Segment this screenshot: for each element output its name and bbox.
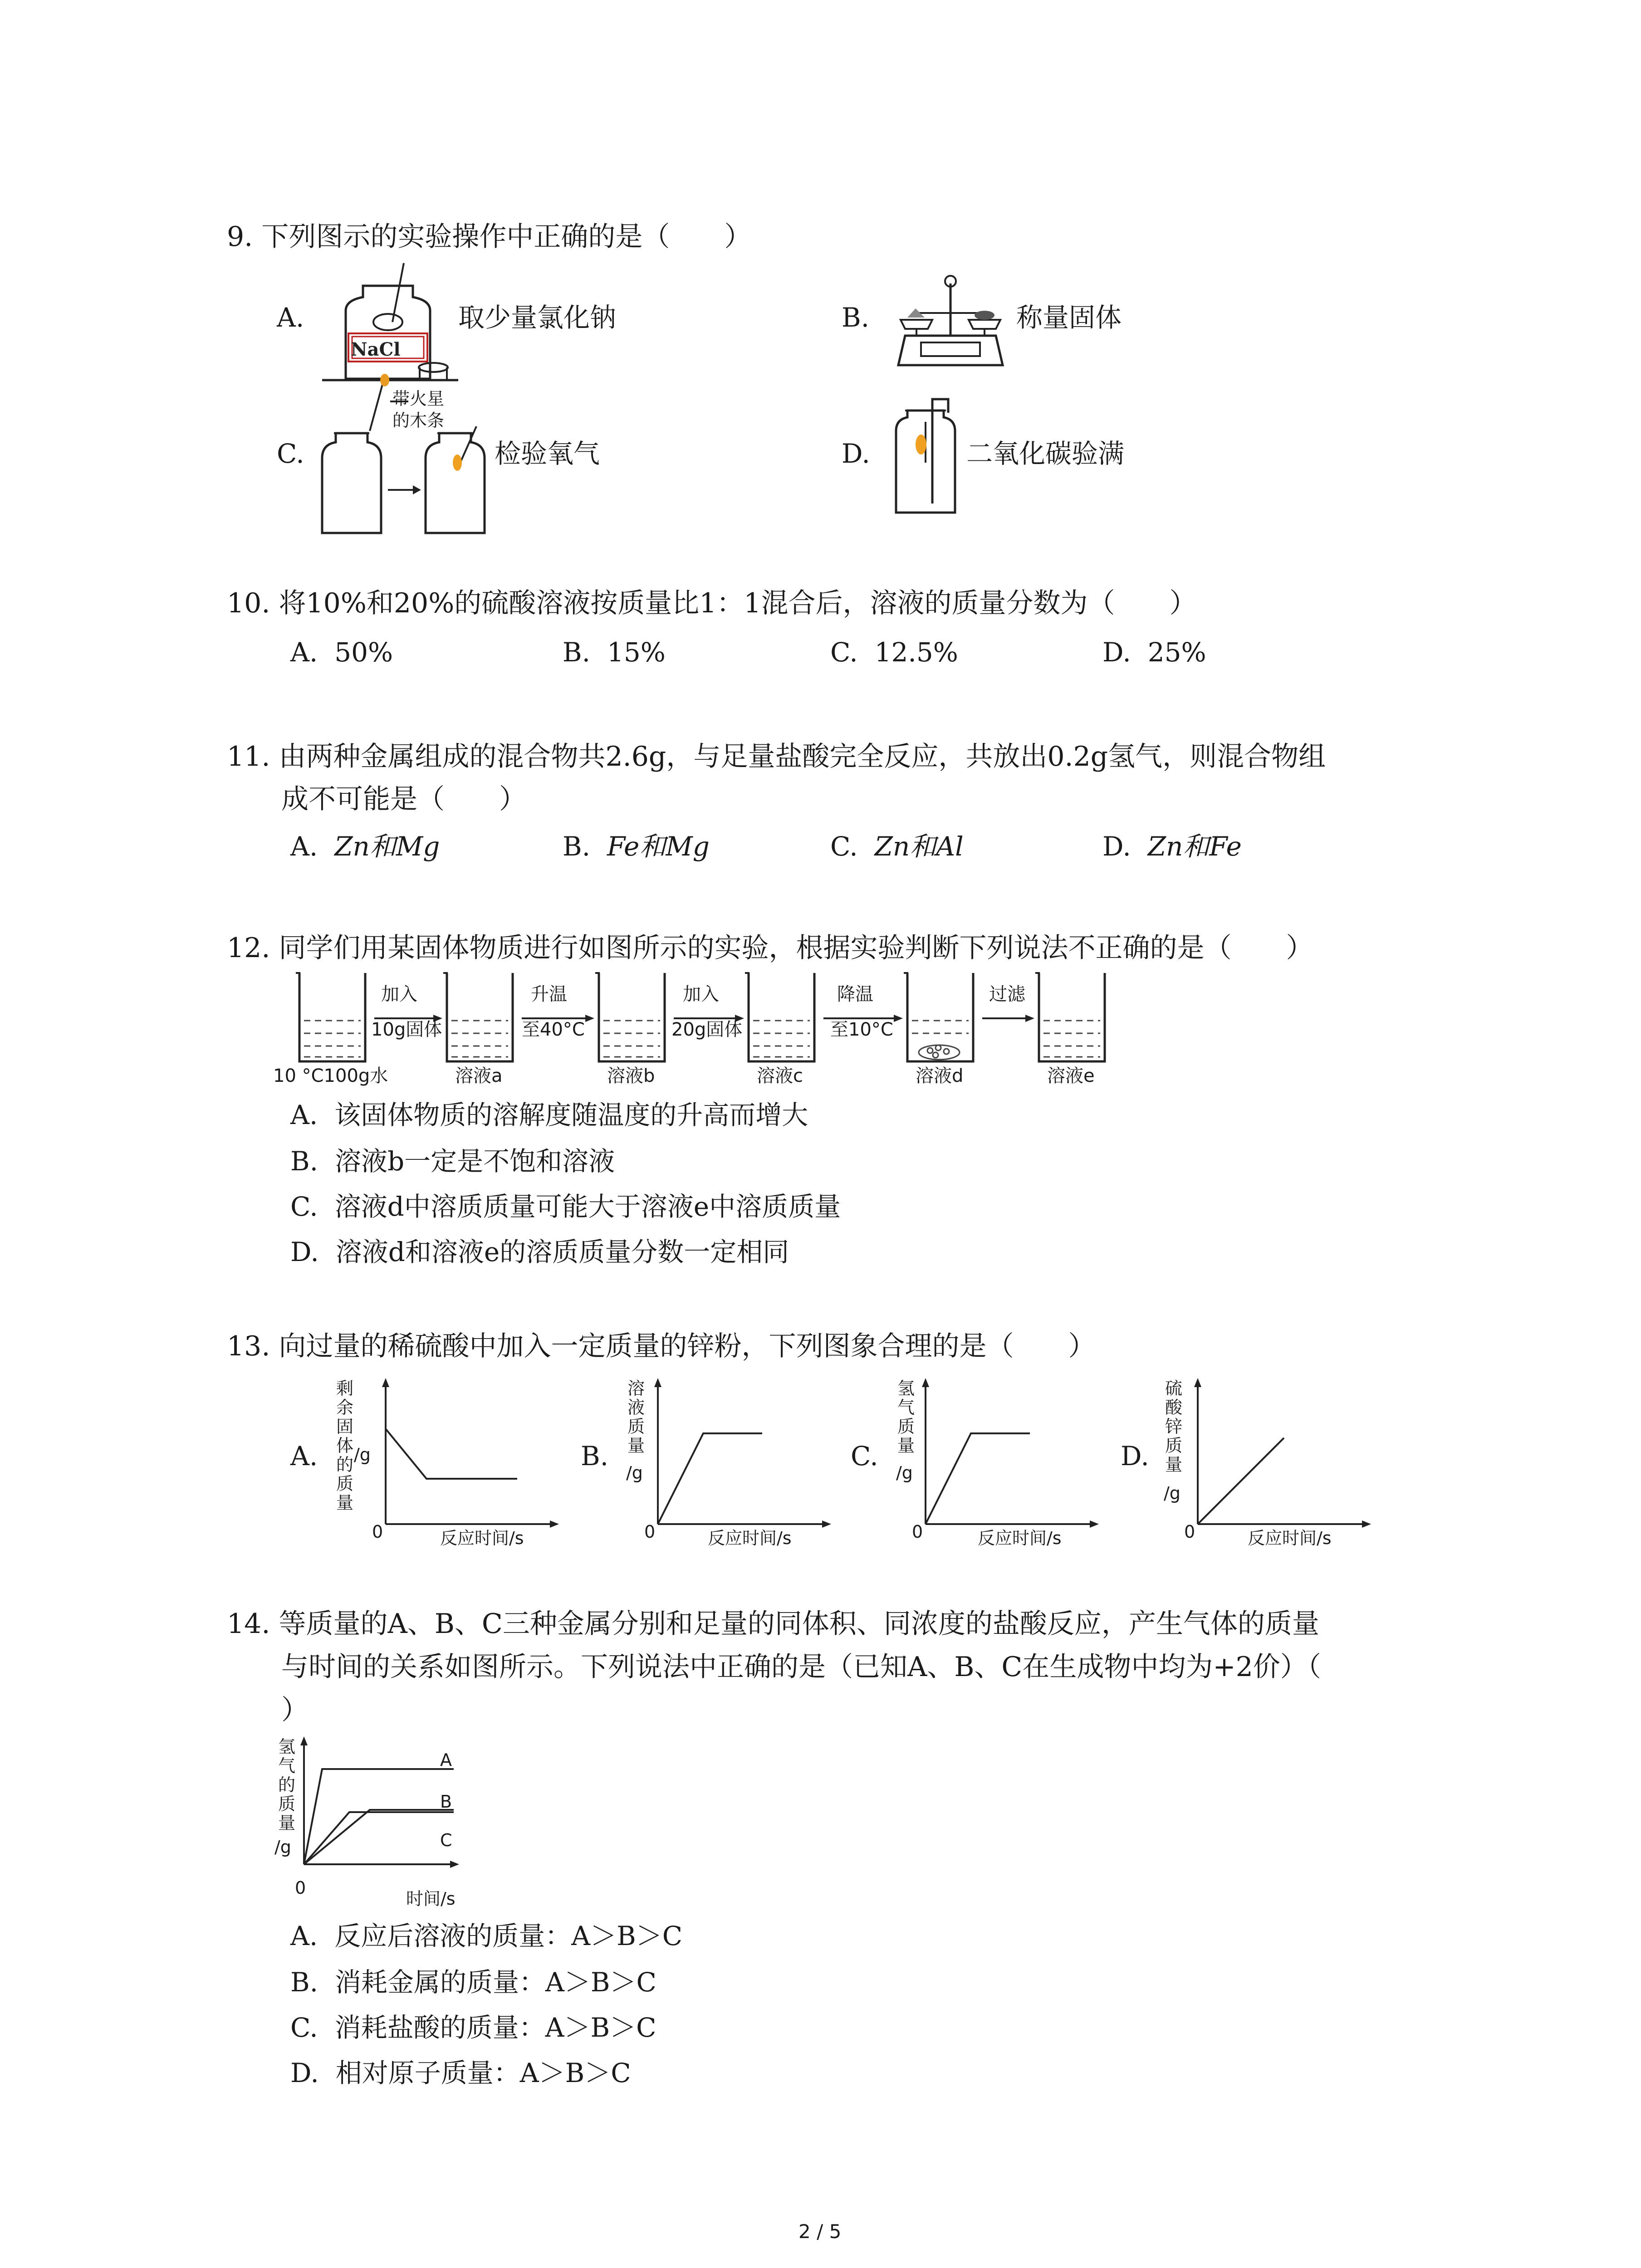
series-b-line: [304, 1810, 454, 1864]
q12-c-letter: C.: [290, 1191, 318, 1222]
q13-graph-b: [653, 1374, 835, 1538]
q11-b-letter: B.: [563, 831, 591, 862]
q14-option-a: [290, 1918, 682, 1954]
series-a-line: [304, 1769, 454, 1864]
q12-b-letter: B.: [290, 1146, 318, 1177]
q13-graph-d-ylabel: 硫酸锌质量: [1165, 1378, 1182, 1475]
q13-graph-b-xlabel: 反应时间/s: [708, 1528, 792, 1548]
q14-stem-line2: 与时间的关系如图所示。下列说法中正确的是（已知A、B、C在生成物中均为+2价）（: [281, 1651, 1321, 1683]
beaker-e-label: 溶液e: [1047, 1066, 1095, 1086]
q14-option-c: [290, 2009, 656, 2046]
splint-label-2: 的木条: [392, 411, 445, 430]
q9-option-c-figure: [318, 376, 499, 540]
q9-option-d-figure: [889, 395, 971, 522]
q9-option-b-letter: B.: [842, 302, 870, 333]
q9-option-b-balance: [889, 268, 1012, 376]
q11-a-letter: A.: [290, 831, 318, 862]
q14-b-letter: B.: [290, 1967, 318, 1998]
q9-option-d-text: 二氧化碳验满: [966, 438, 1125, 469]
q13-graph-a-ylabel: 剩余固体的质量: [336, 1378, 353, 1513]
q14-a-letter: A.: [290, 1921, 318, 1951]
flow-step3-bottom: 20g固体: [671, 1019, 743, 1040]
q10-option-d: [1102, 634, 1206, 670]
flow-step1-bottom: 10g固体: [371, 1019, 442, 1040]
q11-stem-line2: 成不可能是（ ）: [281, 783, 526, 815]
q13-graph-c-ylabel: 氢气质量: [897, 1378, 915, 1456]
q13-graph-a-origin: 0: [372, 1522, 383, 1542]
q14-a-text: 反应后溶液的质量：A＞B＞C: [334, 1921, 683, 1951]
q11-option-d: [1102, 828, 1242, 865]
q13-graph-b-unit: /g: [626, 1463, 643, 1483]
q13-graph-b-origin: 0: [644, 1522, 656, 1542]
q12-a-letter: A.: [290, 1100, 318, 1130]
series-c-line: [304, 1812, 454, 1864]
q13-graph-a: [381, 1374, 563, 1538]
q12-d-text: 溶液d和溶液e的溶质质量分数一定相同: [335, 1237, 789, 1267]
flow-step3-top: 加入: [683, 984, 719, 1005]
q10-b-text: 15%: [607, 637, 666, 668]
q12-option-a: [290, 1097, 808, 1133]
q13-graph-d: [1193, 1374, 1375, 1538]
beaker-c: [745, 973, 814, 1061]
q10-stem: 10. 将10%和20%的硫酸溶液按质量比1：1混合后，溶液的质量分数为（ ）: [227, 587, 1197, 619]
q9-option-a-text: 取少量氯化钠: [458, 302, 617, 333]
q13-graph-a-xlabel: 反应时间/s: [440, 1528, 524, 1548]
q10-option-a: [290, 634, 393, 670]
splint-label-1: 带火星: [392, 389, 445, 409]
q13-graph-c-letter: C.: [851, 1441, 878, 1471]
q11-b-text: Fe和Mg: [607, 831, 710, 862]
flow-step4-top: 降温: [837, 984, 873, 1005]
q14-graph-origin: 0: [295, 1878, 306, 1898]
series-c-label: C: [440, 1830, 452, 1850]
q13-graph-d-xlabel: 反应时间/s: [1248, 1528, 1332, 1548]
q14-c-letter: C.: [290, 2012, 318, 2043]
q14-b-text: 消耗金属的质量：A＞B＞C: [334, 1967, 656, 1998]
series-a-label: A: [440, 1750, 452, 1770]
q14-option-b: [290, 1964, 656, 2000]
q13-graph-c-origin: 0: [912, 1522, 923, 1542]
q13-graph-c: [921, 1374, 1102, 1538]
q9-option-a-figure: [318, 259, 467, 395]
q13-graph-a-unit: /g: [354, 1445, 371, 1465]
q13-graph-d-unit: /g: [1164, 1483, 1181, 1503]
q11-c-letter: C.: [830, 831, 858, 862]
q12-option-c: [290, 1188, 841, 1225]
beaker-b: [595, 973, 665, 1061]
flow-step1-top: 加入: [381, 984, 417, 1005]
beaker-d: [904, 973, 973, 1061]
q14-graph: [299, 1733, 490, 1878]
beaker-e: [1035, 973, 1105, 1061]
q14-d-letter: D.: [290, 2058, 319, 2088]
flow-start-label: 10 °C100g水: [273, 1066, 388, 1086]
q9-stem: 9. 下列图示的实验操作中正确的是（ ）: [227, 221, 752, 253]
q9-option-c-text: 检验氧气: [495, 438, 600, 469]
q11-stem-line1: 11. 由两种金属组成的混合物共2.6g，与足量盐酸完全反应，共放出0.2g氢气，则混合物组: [227, 741, 1326, 772]
beaker-a-label: 溶液a: [455, 1066, 503, 1086]
q9-option-b-text: 称量固体: [1016, 302, 1122, 333]
q14-graph-ylabel: 氢气的质量: [278, 1737, 295, 1833]
q13-graph-b-ylabel: 溶液质量: [627, 1378, 645, 1456]
arrow-5: [982, 1015, 1034, 1022]
q13-graph-d-letter: D.: [1121, 1441, 1149, 1471]
q11-c-text: Zn和Al: [874, 831, 964, 862]
q9-option-a-letter: A.: [277, 302, 304, 333]
beaker-water: [296, 973, 365, 1061]
q14-d-text: 相对原子质量：A＞B＞C: [335, 2058, 631, 2088]
q11-option-a: [290, 828, 440, 865]
q10-a-text: 50%: [334, 637, 393, 668]
q14-graph-xlabel: 时间/s: [406, 1889, 456, 1909]
q11-option-b: [563, 828, 710, 865]
q11-d-letter: D.: [1102, 831, 1131, 862]
q12-option-d: [290, 1234, 789, 1270]
nacl-label: NaCl: [351, 339, 401, 360]
q12-c-text: 溶液d中溶质质量可能大于溶液e中溶质质量: [334, 1191, 841, 1222]
flow-step4-bottom: 至10°C: [830, 1019, 893, 1040]
q13-graph-c-xlabel: 反应时间/s: [978, 1528, 1062, 1548]
beaker-b-label: 溶液b: [607, 1066, 655, 1086]
q10-option-b: [563, 634, 666, 670]
q13-graph-d-origin: 0: [1184, 1522, 1195, 1542]
q9-option-c-letter: C.: [277, 438, 304, 469]
q10-c-text: 12.5%: [874, 637, 958, 668]
q12-a-text: 该固体物质的溶解度随温度的升高而增大: [334, 1100, 808, 1130]
q10-b-letter: B.: [563, 637, 591, 668]
q12-option-b: [290, 1143, 615, 1179]
q13-graph-a-letter: A.: [290, 1441, 318, 1471]
q12-b-text: 溶液b一定是不饱和溶液: [334, 1146, 615, 1177]
beaker-d-label: 溶液d: [916, 1066, 964, 1086]
flow-step2-top: 升温: [531, 984, 567, 1005]
q13-graph-c-unit: /g: [896, 1463, 913, 1483]
flow-step2-bottom: 至40°C: [522, 1019, 585, 1040]
beaker-a: [443, 973, 513, 1061]
q11-option-c: [830, 828, 964, 865]
beaker-c-label: 溶液c: [757, 1066, 803, 1086]
q14-stem-line1: 14. 等质量的A、B、C三种金属分别和足量的同体积、同浓度的盐酸反应，产生气体的质量: [227, 1608, 1319, 1640]
q12-d-letter: D.: [290, 1237, 319, 1267]
page-number: 2 / 5: [798, 2220, 842, 2243]
q11-d-text: Zn和Fe: [1147, 831, 1242, 862]
q11-a-text: Zn和Mg: [334, 831, 440, 862]
q10-a-letter: A.: [290, 637, 318, 668]
q14-stem-line3: ）: [281, 1694, 309, 1726]
q13-graph-b-letter: B.: [581, 1441, 609, 1471]
q10-d-text: 25%: [1147, 637, 1206, 668]
q14-graph-unit: /g: [274, 1837, 291, 1857]
q10-c-letter: C.: [830, 637, 858, 668]
series-b-label: B: [440, 1792, 452, 1812]
q10-d-letter: D.: [1102, 637, 1131, 668]
q10-option-c: [830, 634, 958, 670]
q9-option-d-letter: D.: [842, 438, 870, 469]
q14-c-text: 消耗盐酸的质量：A＞B＞C: [334, 2012, 656, 2043]
q13-stem: 13. 向过量的稀硫酸中加入一定质量的锌粉，下列图象合理的是（ ）: [227, 1330, 1096, 1362]
q12-stem: 12. 同学们用某固体物质进行如图所示的实验，根据实验判断下列说法不正确的是（ ）: [227, 932, 1313, 964]
q14-option-d: [290, 2055, 631, 2091]
flow-step5-top: 过滤: [989, 984, 1025, 1005]
